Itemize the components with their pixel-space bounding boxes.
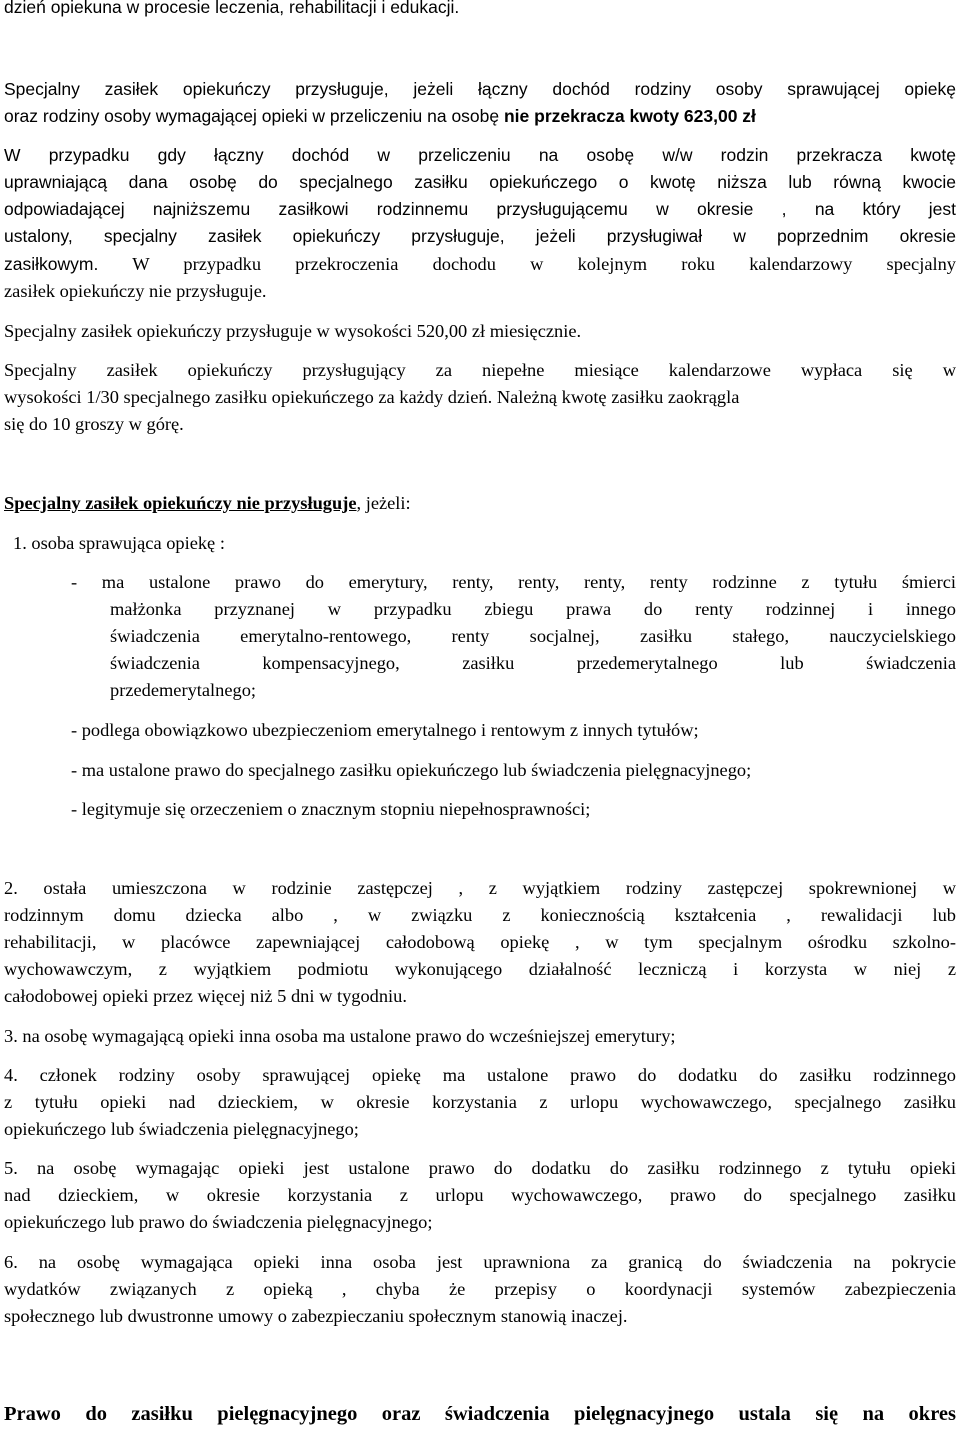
- item-1-bullet-1-line-4: świadczenia kompensacyjnego, zasiłku przedemerytalnego lub świadczenia: [110, 653, 956, 673]
- item-5-line-1: 5. na osobę wymagając opieki jest ustalone prawo do dodatku do zasiłku rodzinnego z tytułu opieki: [4, 1158, 956, 1178]
- item-2-line-3: rehabilitacji, w placówce zapewniającej całodobową opiekę , w tym specjalnym ośrodku szkolno-: [4, 932, 956, 952]
- intro-tail-line: dzień opiekuna w procesie leczenia, rehabilitacji i edukacji.: [4, 0, 460, 17]
- item-1-bullet-4: - legitymuje się orzeczeniem o znacznym stopniu niepełnosprawności;: [71, 799, 591, 819]
- section-title: [4, 490, 956, 516]
- item-2-line-4: wychowawczym, z wyjątkiem podmiotu wykonującego działalność leczniczą i korzysta w niej z: [4, 959, 956, 979]
- partial-paragraph-line-2: [4, 384, 956, 410]
- partial-paragraph-line-3: się do 10 groszy w górę.: [4, 414, 184, 434]
- exceed-paragraph-line-2: uprawniającą dana osobę do specjalnego zasiłku opiekuńczego o kwotę niższa lub równą kwocie: [4, 172, 956, 192]
- item-6-line-3: społecznego lub dwustronne umowy o zabezpieczaniu społecznym stanowią inaczej.: [4, 1306, 628, 1326]
- item-1-label: 1. osoba sprawująca opiekę :: [13, 533, 225, 553]
- item-1-bullet-1-line-2: małżonka przyznanej w przypadku zbiegu prawa do renty rodzinnej i innego: [110, 599, 956, 619]
- partial-rounding-text: Należną kwotę zasiłku zaokrągla: [492, 387, 740, 407]
- exceed-paragraph-line-3: odpowiadającej najniższemu zasiłkowi rodzinnemu przysługującemu w okresie , na który jest: [4, 199, 956, 219]
- exceed-paragraph-line-5: [4, 251, 956, 277]
- final-heading: Prawo do zasiłku pielęgnacyjnego oraz świadczenia pielęgnacyjnego ustala się na okres: [4, 1403, 956, 1425]
- exceed-paragraph-line-6: zasiłek opiekuńczy nie przysługuje.: [4, 281, 267, 301]
- income-paragraph-line-1: Specjalny zasiłek opiekuńczy przysługuje, jeżeli łączny dochód rodziny osoby sprawującej opiekę: [4, 79, 956, 99]
- item-5-line-3: opiekuńczego lub prawo do świadczenia pielęgnacyjnego;: [4, 1212, 433, 1232]
- section-title-rest: , jeżeli:: [356, 493, 411, 513]
- item-1-bullet-3: - ma ustalone prawo do specjalnego zasiłku opiekuńczego lub świadczenia pielęgnacyjnego;: [71, 760, 752, 780]
- income-threshold: nie przekracza kwoty 623,00 zł: [503, 106, 756, 126]
- item-2-line-5: całodobowej opieki przez więcej niż 5 dni w tygodniu.: [4, 986, 407, 1006]
- item-4-line-2: z tytułu opieki nad dzieckiem, w okresie korzystania z urlopu wychowawczego, specjalnego zasiłku: [4, 1092, 956, 1112]
- partial-paragraph-line-1: Specjalny zasiłek opiekuńczy przysługujący za niepełne miesiące kalendarzowe wypłaca się w: [4, 360, 956, 380]
- income-paragraph-line-2: [4, 103, 956, 129]
- item-3: 3. na osobę wymagającą opieki inna osoba ma ustalone prawo do wcześniejszej emerytury;: [4, 1026, 676, 1046]
- exceed-text-sans: zasiłkowym.: [4, 254, 99, 274]
- item-6-line-2: wydatków związanych z opieką , chyba że przepisy o koordynacji systemów zabezpieczenia: [4, 1279, 956, 1299]
- income-text: oraz rodziny osoby wymagającej opieki w przeliczeniu na osobę: [4, 106, 504, 126]
- item-1-bullet-1-line-1: - ma ustalone prawo do emerytury, renty, renty, renty, renty rodzinne z tytułu śmierci: [71, 572, 956, 592]
- section-title-underlined: Specjalny zasiłek opiekuńczy nie przysługuje: [4, 493, 357, 513]
- item-5-line-2: nad dzieckiem, w okresie korzystania z urlopu wychowawczego, prawo do specjalnego zasiłku: [4, 1185, 956, 1205]
- item-1-bullet-2: - podlega obowiązkowo ubezpieczeniom emerytalnego i rentowym z innych tytułów;: [71, 720, 699, 740]
- partial-text: wysokości 1/30 specjalnego zasiłku opiekuńczego za każdy dzień.: [4, 387, 493, 407]
- item-4-line-1: 4. członek rodziny osoby sprawującej opiekę ma ustalone prawo do dodatku do zasiłku rodzinnego: [4, 1065, 956, 1085]
- exceed-paragraph-line-1: W przypadku gdy łączny dochód w przeliczeniu na osobę w/w rodzin przekracza kwotę: [4, 145, 956, 165]
- item-2-line-1: 2. ostała umieszczona w rodzinie zastępczej , z wyjątkiem rodziny zastępczej spokrewnionej w: [4, 878, 956, 898]
- item-2-line-2: rodzinnym domu dziecka albo , w związku z koniecznością kształcenia , rewalidacji lub: [4, 905, 956, 925]
- exceed-text-serif: W przypadku przekroczenia dochodu w kolejnym roku kalendarzowy specjalny: [98, 254, 956, 274]
- exceed-paragraph-line-4: ustalony, specjalny zasiłek opiekuńczy przysługuje, jeżeli przysługiwał w poprzednim okresie: [4, 226, 956, 246]
- amount-paragraph: Specjalny zasiłek opiekuńczy przysługuje w wysokości 520,00 zł miesięcznie.: [4, 321, 582, 341]
- item-6-line-1: 6. na osobę wymagająca opieki inna osoba jest uprawniona za granicą do świadczenia na pokrycie: [4, 1252, 956, 1272]
- item-1-bullet-1-line-3: świadczenia emerytalno-rentowego, renty socjalnej, zasiłku stałego, nauczycielskiego: [110, 626, 956, 646]
- item-1-bullet-1-line-5: przedemerytalnego;: [110, 680, 257, 700]
- item-4-line-3: opiekuńczego lub świadczenia pielęgnacyjnego;: [4, 1119, 359, 1139]
